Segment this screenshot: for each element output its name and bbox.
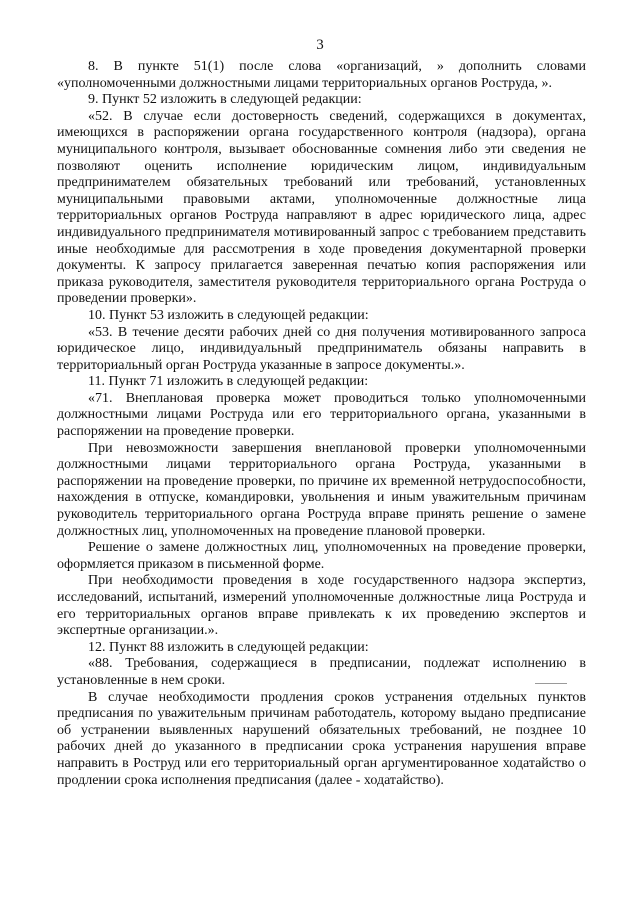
paragraph-71-replacement: При невозможности завершения внеплановой проверки уполномоченными должностными лицами территориального органа Роструда, указанными в распоряжении на проведение проверки, по причине их временной нетрудоспособности, нахождения в отпуске, командировки, увольнения и иным уважительным причинам руководитель территориального органа Роструда вправе принять решение о замене должностных лиц, уполномоченных на проведение плановой проверки.	[57, 440, 586, 539]
paragraph-88-text: «88. Требования, содержащиеся в предписании, подлежат исполнению в установленные в нем сроки.	[57, 656, 586, 688]
paragraph-item-10-heading: 10. Пункт 53 изложить в следующей редакции:	[88, 307, 369, 323]
paragraph-item-11-heading: 11. Пункт 71 изложить в следующей редакции:	[88, 374, 369, 390]
document-body	[57, 59, 586, 789]
separator-line	[535, 683, 567, 684]
paragraph-item-8: 8. В пункте 51(1) после слова «организаций, » дополнить словами «уполномоченными должностными лицами территориальных органов Роструда, ».	[57, 59, 586, 91]
paragraph-52-text: «52. В случае если достоверность сведений, содержащихся в документах, имеющихся в распоряжении органа государственного контроля (надзора), органа муниципального контроля, вызывает обоснованные сомнения либо эти сведения не позволяют оценить исполнение юридическим лицом, индивидуальным предпринимателем обязательных требований или требований, установленных муниципальными правовыми актами, уполномоченные должностные лица территориальных органов Роструда направляют в адрес юридического лица, адрес индивидуального предпринимателя мотивированный запрос с требованием представить иные необходимые для рассмотрения в ходе проведения документарной проверки документы. К запросу прилагается заверенная печатью копия распоряжения или приказа руководителя, заместителя руководителя территориального органа Роструда о проведении проверки».	[57, 108, 586, 307]
paragraph-88-extension: В случае необходимости продления сроков устранения отдельных пунктов предписания по уважительным причинам работодатель, которому выдано предписание об устранении выявленных нарушений обязательных требований, не позднее 10 рабочих дней до указанного в предписании срока устранения нарушения вправе направить в Роструд или его территориальный орган аргументированное ходатайство о продлении срока исполнения предписания (далее - ходатайство).	[57, 689, 586, 788]
paragraph-71-decision: Решение о замене должностных лиц, уполномоченных на проведение проверки, оформляется приказом в письменной форме.	[57, 540, 586, 572]
paragraph-71-experts: При необходимости проведения в ходе государственного надзора экспертиз, исследований, испытаний, измерений уполномоченные должностные лица Роструда и его территориальных органов вправе привлекать к их проведению экспертов и экспертные организации.».	[57, 573, 586, 639]
paragraph-53-text: «53. В течение десяти рабочих дней со дня получения мотивированного запроса юридическое лицо, индивидуальный предприниматель обязаны направить в территориальный орган Роструда указанные в запросе документы.».	[57, 324, 586, 373]
paragraph-71-text: «71. Внеплановая проверка может проводиться только уполномоченными должностными лицами Роструда или его территориального органа, указанными в распоряжении на проведение проверки.	[57, 390, 586, 440]
page-number: 3	[316, 37, 324, 53]
paragraph-item-9-heading: 9. Пункт 52 изложить в следующей редакции:	[88, 92, 362, 108]
paragraph-item-12-heading: 12. Пункт 88 изложить в следующей редакции:	[88, 639, 369, 655]
